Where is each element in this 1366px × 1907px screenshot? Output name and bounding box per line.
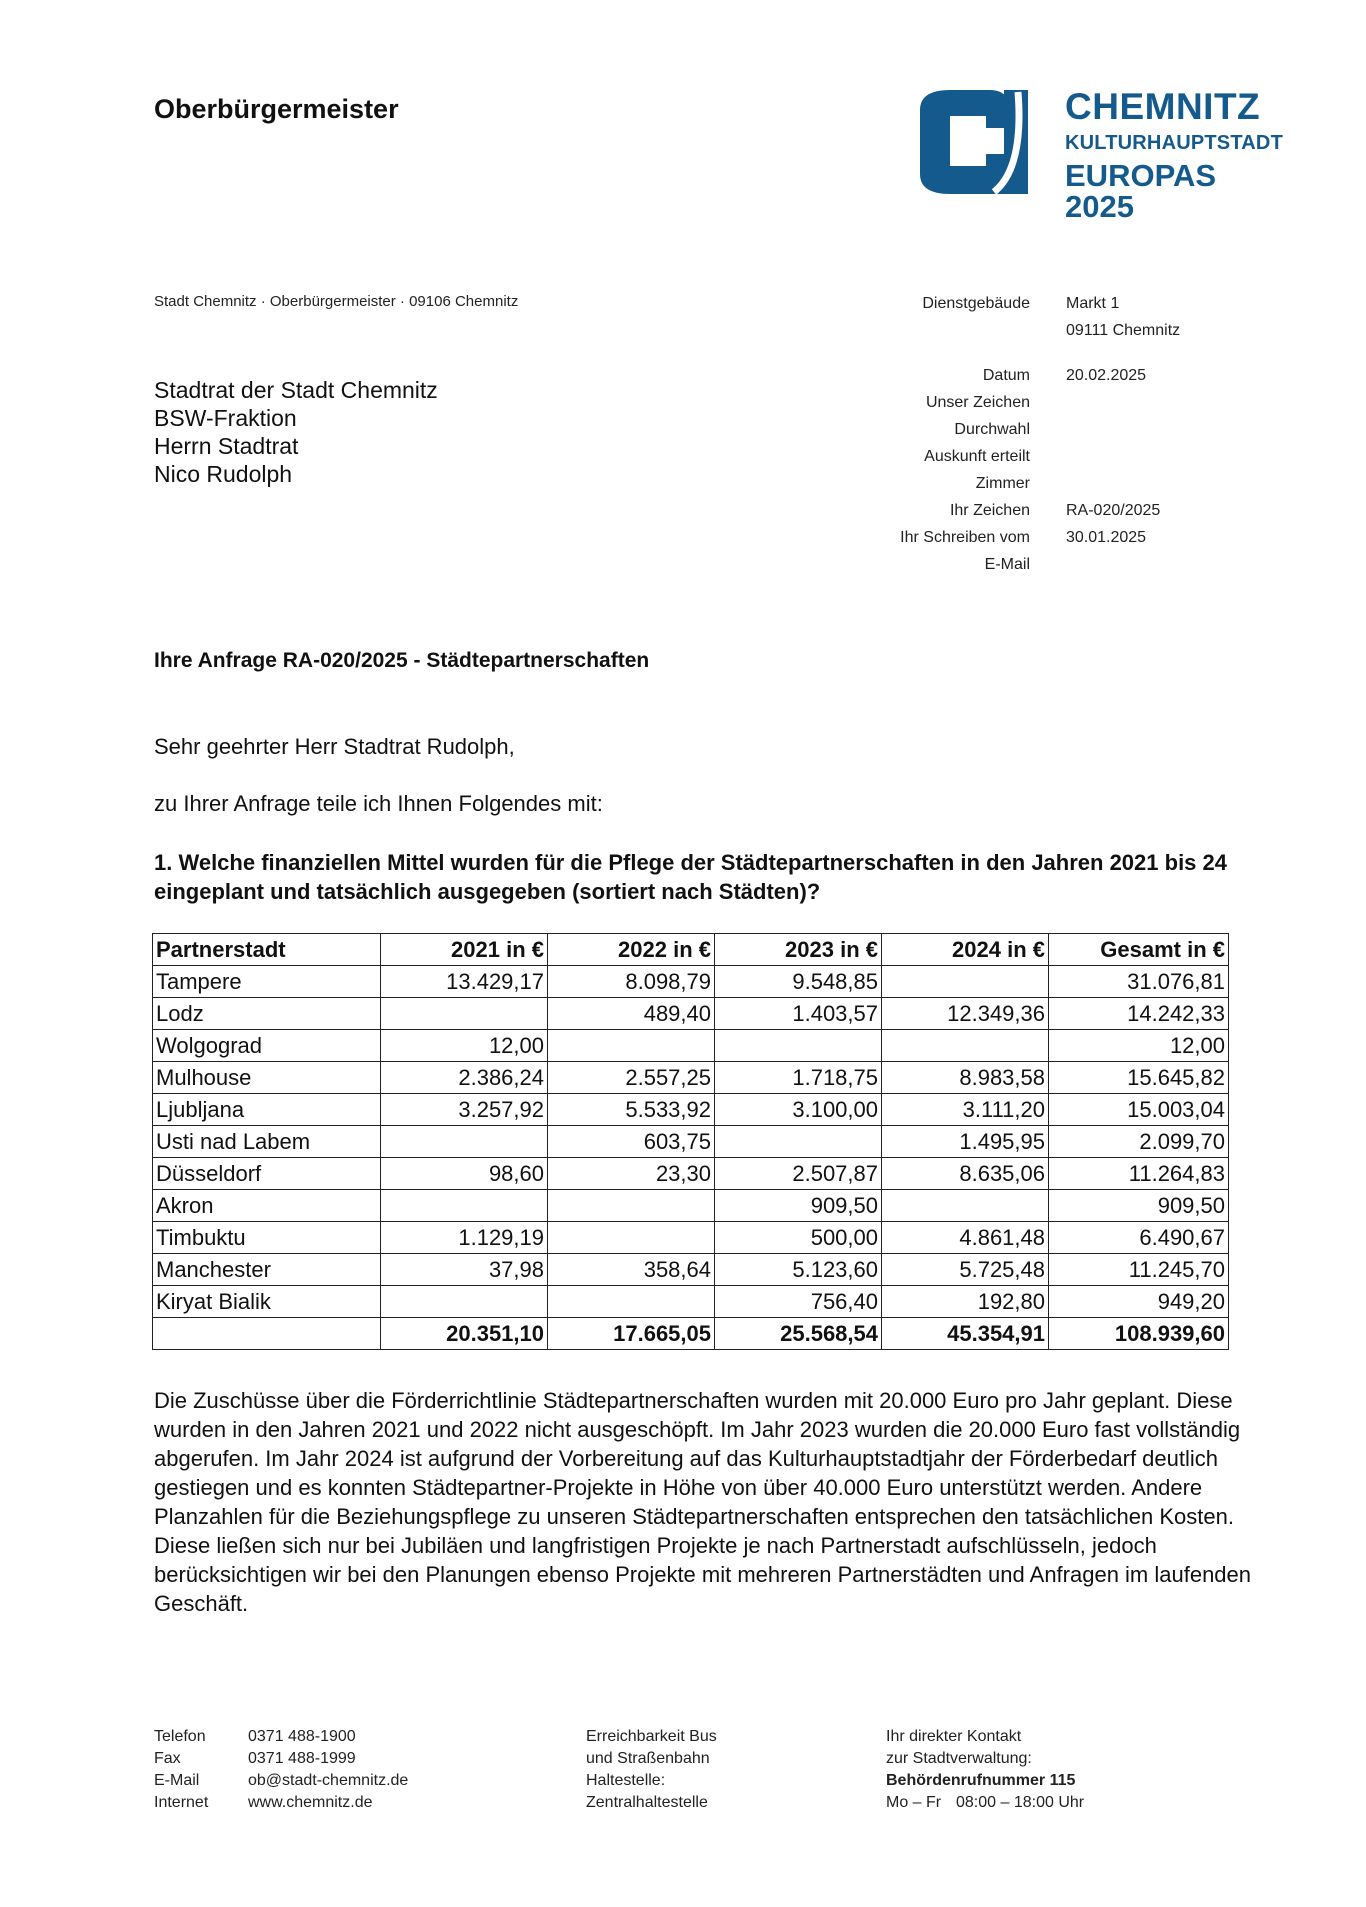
funding-table — [152, 933, 1229, 1350]
footer-contact-row — [154, 1726, 408, 1748]
footer-label: E-Mail — [154, 1772, 200, 1789]
column-header: 2021 in € — [381, 934, 548, 966]
recipient-address — [154, 376, 438, 488]
footer-website-link[interactable]: www.chemnitz.de — [248, 1794, 373, 1811]
info-label: Durchwahl — [954, 420, 1030, 438]
amount-cell: 2.557,25 — [548, 1062, 715, 1094]
amount-cell: 358,64 — [548, 1254, 715, 1286]
footer-label: Internet — [154, 1794, 209, 1811]
explanation-paragraph: Die Zuschüsse über die Förderrichtlinie Städtepartnerschaften wurden mit 20.000 Euro pro Jahr geplant. Diese wurden in den Jahren 2021 und 2022 nicht ausgeschöpft. Im Jahr 2023 wurden die 20.000 Euro fast vollständig abgerufen. Im Jahr 2024 ist aufgrund der Vorbereitung auf das Kulturhauptstadtjahr der Förderbedarf deutlich gestiegen und es konnten Städtepartner-Projekte in Höhe von über 40.000 Euro unterstützt werden. Andere Planzahlen für die Beziehungspflege zu unseren Städtepartnerschaften entsprechen den tatsächlichen Kosten. Diese ließen sich nur bei Jubiläen und langfristigen Projekte je nach Partnerstadt aufschlüsseln, jedoch berücksichtigen wir bei den Planungen ebenso Projekte mit mehreren Partnerstädten und Anfragen im laufenden Geschäft. — [154, 1388, 1252, 1616]
table-row — [153, 1158, 1229, 1190]
footer-label: Telefon — [154, 1728, 206, 1745]
table-total-row — [153, 1318, 1229, 1350]
table-row — [153, 1286, 1229, 1318]
amount-cell: 192,80 — [882, 1286, 1049, 1318]
logo-line-chemnitz: CHEMNITZ — [1065, 86, 1261, 127]
info-value: Markt 1 — [1066, 294, 1120, 312]
info-label: Ihr Zeichen — [949, 501, 1030, 519]
footer-fax: 0371 488-1999 — [248, 1750, 356, 1767]
info-label: E-Mail — [984, 555, 1030, 573]
table-row — [153, 1126, 1229, 1158]
table-row — [153, 998, 1229, 1030]
salutation: Sehr geehrter Herr Stadtrat Rudolph, — [154, 734, 515, 759]
info-label: Auskunft erteilt — [924, 447, 1030, 465]
amount-cell — [548, 1286, 715, 1318]
amount-cell: 3.100,00 — [715, 1094, 882, 1126]
info-label: Datum — [982, 366, 1030, 384]
question-heading: 1. Welche finanziellen Mittel wurden für die Pflege der Städtepartnerschaften in den Jahren 2021 bis 24 eingeplant und tatsächlich ausgegeben (sortiert nach Städten)? — [154, 850, 1227, 904]
footer-times: 08:00 – 18:00 Uhr — [956, 1794, 1085, 1811]
office-title: Oberbürgermeister — [154, 94, 399, 124]
amount-cell: 12.349,36 — [882, 998, 1049, 1030]
footer-contact-row — [154, 1770, 408, 1792]
recipient-line: Stadtrat der Stadt Chemnitz — [154, 377, 438, 403]
amount-cell: 3.111,20 — [882, 1094, 1049, 1126]
column-header: Gesamt in € — [1049, 934, 1229, 966]
info-row-auskunft — [860, 443, 1280, 470]
info-row-ihr-schreiben — [860, 524, 1280, 551]
amount-cell: 500,00 — [715, 1222, 882, 1254]
footer-days: Mo – Fr — [886, 1794, 942, 1811]
amount-cell: 8.983,58 — [882, 1062, 1049, 1094]
amount-cell: 11.245,70 — [1049, 1254, 1229, 1286]
table-row — [153, 966, 1229, 998]
footer-hours — [886, 1792, 1084, 1814]
table-header-row — [153, 934, 1229, 966]
amount-cell: 2.386,24 — [381, 1062, 548, 1094]
footer-contact — [154, 1726, 408, 1814]
amount-cell: 20.351,10 — [381, 1318, 548, 1350]
city-name-cell: Wolgograd — [153, 1030, 381, 1062]
funding-table-wrapper — [152, 933, 1229, 1350]
table-row — [153, 1030, 1229, 1062]
amount-cell: 13.429,17 — [381, 966, 548, 998]
city-name-cell: Kiryat Bialik — [153, 1286, 381, 1318]
amount-cell: 2.099,70 — [1049, 1126, 1229, 1158]
column-header: 2024 in € — [882, 934, 1049, 966]
table-body — [153, 966, 1229, 1350]
info-label: Unser Zeichen — [925, 393, 1030, 411]
amount-cell: 489,40 — [548, 998, 715, 1030]
amount-cell: 37,98 — [381, 1254, 548, 1286]
city-name-cell: Lodz — [153, 998, 381, 1030]
amount-cell: 45.354,91 — [882, 1318, 1049, 1350]
info-block — [860, 290, 1280, 578]
amount-cell: 98,60 — [381, 1158, 548, 1190]
amount-cell: 11.264,83 — [1049, 1158, 1229, 1190]
recipient-line: Herrn Stadtrat — [154, 433, 299, 459]
table-row — [153, 1190, 1229, 1222]
amount-cell: 2.507,87 — [715, 1158, 882, 1190]
amount-cell: 603,75 — [548, 1126, 715, 1158]
amount-cell: 949,20 — [1049, 1286, 1229, 1318]
footer-label: Fax — [154, 1750, 181, 1767]
recipient-line: Nico Rudolph — [154, 461, 293, 487]
column-header: 2023 in € — [715, 934, 882, 966]
amount-cell: 14.242,33 — [1049, 998, 1229, 1030]
info-row-ihr-zeichen — [860, 497, 1280, 524]
amount-cell — [548, 1222, 715, 1254]
column-header: Partnerstadt — [153, 934, 381, 966]
amount-cell — [882, 1190, 1049, 1222]
footer-transit — [586, 1726, 717, 1814]
footer-transit-line: und Straßenbahn — [586, 1750, 710, 1767]
footer-contact-row — [154, 1792, 408, 1814]
amount-cell: 12,00 — [1049, 1030, 1229, 1062]
city-name-cell: Akron — [153, 1190, 381, 1222]
city-name-cell: Manchester — [153, 1254, 381, 1286]
footer-hotline: Behördenrufnummer 115 — [886, 1772, 1076, 1789]
table-row — [153, 1062, 1229, 1094]
footer-email-link[interactable]: ob@stadt-chemnitz.de — [248, 1772, 409, 1789]
column-header: 2022 in € — [548, 934, 715, 966]
amount-cell — [715, 1030, 882, 1062]
city-name-cell: Timbuktu — [153, 1222, 381, 1254]
city-name-cell: Mulhouse — [153, 1062, 381, 1094]
amount-cell: 1.495,95 — [882, 1126, 1049, 1158]
logo-line-kulturhauptstadt: KULTURHAUPTSTADT — [1065, 132, 1283, 154]
amount-cell: 5.123,60 — [715, 1254, 882, 1286]
amount-cell: 8.635,06 — [882, 1158, 1049, 1190]
amount-cell: 12,00 — [381, 1030, 548, 1062]
amount-cell: 1.129,19 — [381, 1222, 548, 1254]
info-label: Ihr Schreiben vom — [900, 528, 1030, 546]
table-row — [153, 1094, 1229, 1126]
info-row-office-city — [860, 317, 1280, 344]
recipient-line: BSW-Fraktion — [154, 405, 297, 431]
info-value: 09111 Chemnitz — [1066, 321, 1181, 339]
amount-cell: 1.718,75 — [715, 1062, 882, 1094]
amount-cell: 909,50 — [1049, 1190, 1229, 1222]
amount-cell: 15.003,04 — [1049, 1094, 1229, 1126]
info-value: 30.01.2025 — [1066, 528, 1147, 546]
amount-cell: 909,50 — [715, 1190, 882, 1222]
chemnitz-c-logo-icon — [920, 88, 1040, 196]
amount-cell: 25.568,54 — [715, 1318, 882, 1350]
info-row-zimmer — [860, 470, 1280, 497]
amount-cell: 1.403,57 — [715, 998, 882, 1030]
footer-transit-line: Zentralhaltestelle — [586, 1794, 708, 1811]
footer-transit-line: Erreichbarkeit Bus — [586, 1728, 717, 1745]
letter-subject: Ihre Anfrage RA-020/2025 - Städtepartnerschaften — [154, 649, 650, 672]
amount-cell: 5.533,92 — [548, 1094, 715, 1126]
amount-cell — [381, 1190, 548, 1222]
info-row-email — [860, 551, 1280, 578]
info-row-unser-zeichen — [860, 389, 1280, 416]
info-label: Zimmer — [975, 474, 1030, 492]
amount-cell: 5.725,48 — [882, 1254, 1049, 1286]
info-value: 20.02.2025 — [1066, 366, 1147, 384]
footer-contact-row — [154, 1748, 408, 1770]
city-logo — [920, 86, 1283, 224]
footer-transit-line: Haltestelle: — [586, 1772, 666, 1789]
amount-cell: 8.098,79 — [548, 966, 715, 998]
table-row — [153, 1222, 1229, 1254]
amount-cell: 9.548,85 — [715, 966, 882, 998]
city-name-cell: Usti nad Labem — [153, 1126, 381, 1158]
city-name-cell: Tampere — [153, 966, 381, 998]
sender-return-address: Stadt Chemnitz · Oberbürgermeister · 09106 Chemnitz — [154, 293, 519, 310]
intro-text: zu Ihrer Anfrage teile ich Ihnen Folgendes mit: — [154, 791, 603, 816]
info-value: RA-020/2025 — [1066, 501, 1161, 519]
amount-cell — [882, 1030, 1049, 1062]
amount-cell: 3.257,92 — [381, 1094, 548, 1126]
amount-cell — [882, 966, 1049, 998]
amount-cell — [381, 1286, 548, 1318]
footer-direct-line: Ihr direkter Kontakt — [886, 1728, 1022, 1745]
city-name-cell: Düsseldorf — [153, 1158, 381, 1190]
city-name-cell: Ljubljana — [153, 1094, 381, 1126]
footer-direct-line: zur Stadtverwaltung: — [886, 1750, 1032, 1767]
logo-line-europas-2025: EUROPAS 2025 — [1065, 158, 1217, 224]
footer-phone: 0371 488-1900 — [248, 1728, 356, 1745]
info-label: Dienstgebäude — [922, 294, 1030, 312]
amount-cell — [715, 1126, 882, 1158]
amount-cell: 6.490,67 — [1049, 1222, 1229, 1254]
amount-cell: 756,40 — [715, 1286, 882, 1318]
amount-cell — [381, 998, 548, 1030]
amount-cell: 23,30 — [548, 1158, 715, 1190]
amount-cell — [381, 1126, 548, 1158]
amount-cell: 17.665,05 — [548, 1318, 715, 1350]
amount-cell — [548, 1190, 715, 1222]
amount-cell: 15.645,82 — [1049, 1062, 1229, 1094]
info-row-office — [860, 290, 1280, 317]
amount-cell: 31.076,81 — [1049, 966, 1229, 998]
info-row-durchwahl — [860, 416, 1280, 443]
amount-cell — [548, 1030, 715, 1062]
amount-cell: 4.861,48 — [882, 1222, 1049, 1254]
amount-cell: 108.939,60 — [1049, 1318, 1229, 1350]
info-row-datum — [860, 362, 1280, 389]
table-row — [153, 1254, 1229, 1286]
city-name-cell — [153, 1318, 381, 1350]
footer-direct-contact — [886, 1726, 1084, 1814]
